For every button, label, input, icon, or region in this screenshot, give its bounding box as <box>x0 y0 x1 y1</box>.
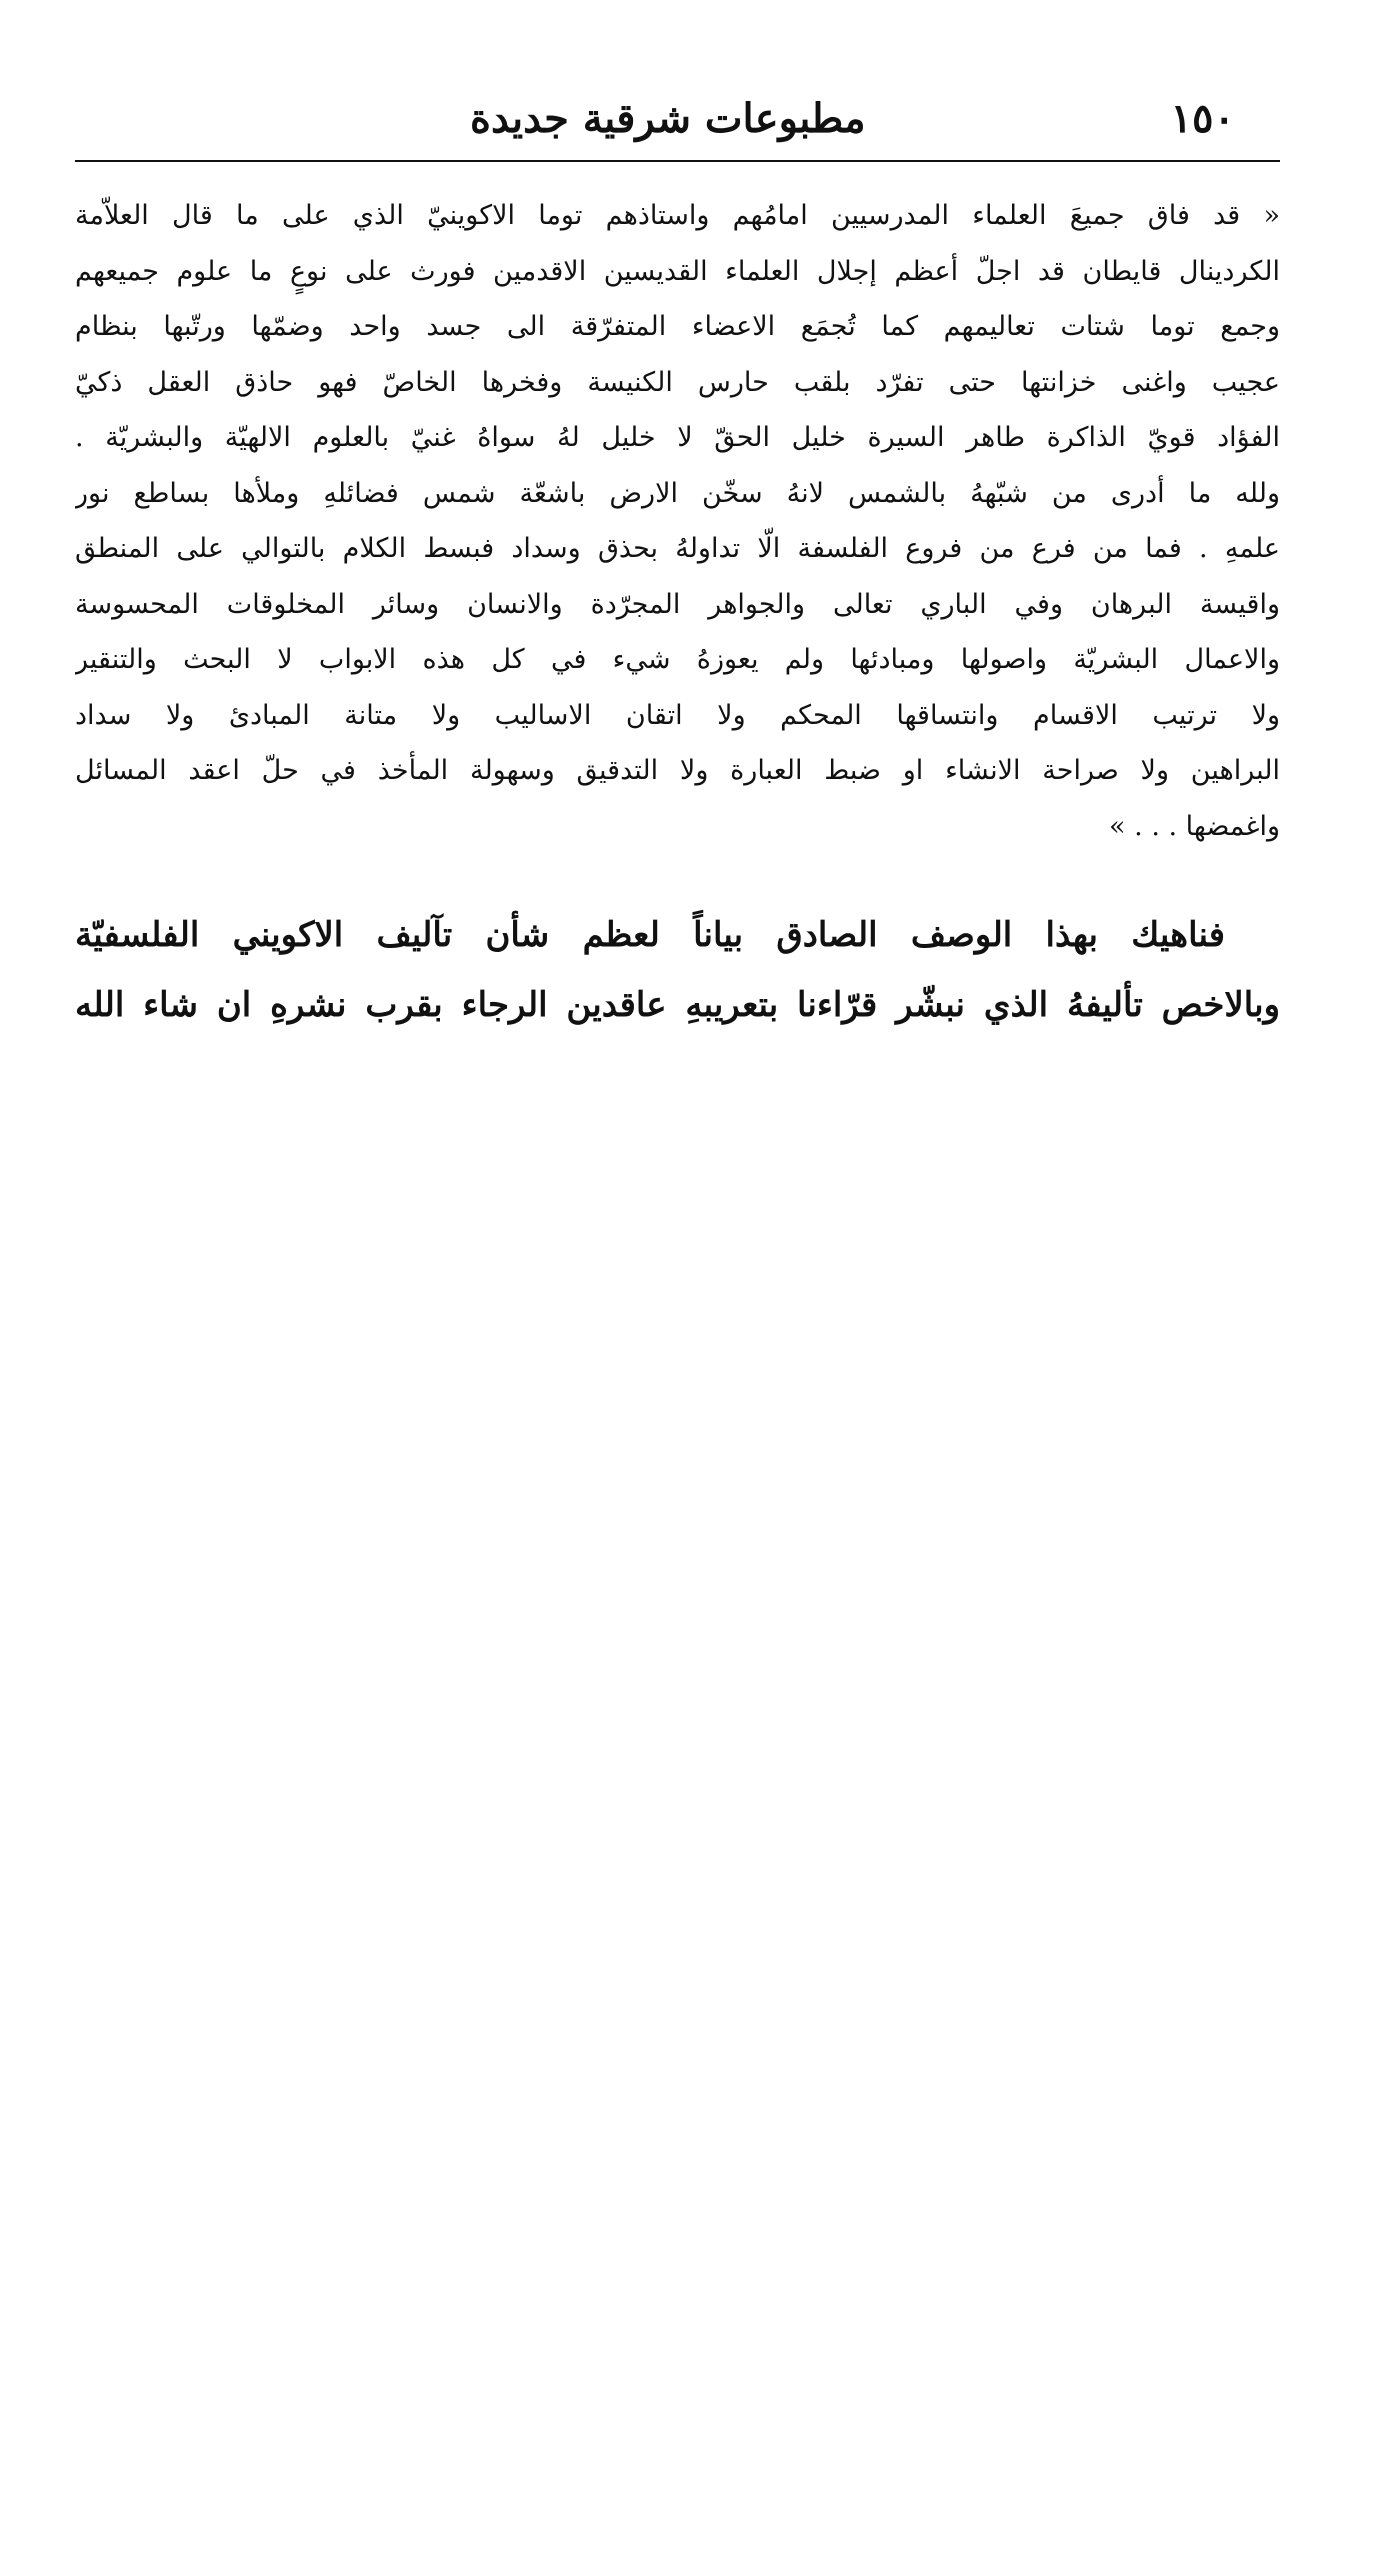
quote-line: واغمضها . . . » <box>1109 810 1280 842</box>
quote-line: الكردينال قايطان قد اجلّ أعظم إجلال العلماء القديسين الاقدمين فورث على نوعٍ ما علوم جميعهم <box>75 255 1280 287</box>
quote-line: واقيسة البرهان وفي الباري تعالى والجواهر المجرّدة والانسان وسائر المخلوقات المحسوسة <box>75 588 1280 620</box>
quote-line: علمهِ . فما من فرع من فروع الفلسفة الّا تداولهُ بحذق وسداد فبسط الكلام بالتوالي على المنطق <box>75 533 1280 564</box>
quote-line: والاعمال البشريّة واصولها ومبادئها ولم يعوزهُ شيء في كل هذه الابواب لا البحث والتنقير <box>75 644 1280 675</box>
page-number: ١٥٠ <box>1170 94 1235 142</box>
quotation-paragraph <box>75 188 1280 854</box>
closing-paragraph <box>75 900 1280 1040</box>
quote-line: البراهين ولا صراحة الانشاء او ضبط العبارة ولا التدقيق وسهولة المأخذ في حلّ اعقد المسائل <box>75 755 1280 786</box>
quote-line: الفؤاد قويّ الذاكرة طاهر السيرة خليل الحقّ لا خليل لهُ سواهُ غنيّ بالعلوم الالهيّة والبشريّة . <box>75 422 1280 453</box>
closing-line: فناهيك بهذا الوصف الصادق بياناً لعظم شأن تآليف الاكويني الفلسفيّة <box>75 915 1225 955</box>
closing-line: وبالاخص تأليفهُ الذي نبشّر قرّاءنا بتعريبهِ عاقدين الرجاء بقرب نشرهِ ان شاء الله <box>75 985 1280 1025</box>
quote-line: « قد فاق جميعَ العلماء المدرسيين امامُهم واستاذهم توما الاكوينيّ الذي على ما قال العلاّمة <box>75 200 1280 231</box>
running-title: مطبوعات شرقية جديدة <box>470 94 866 142</box>
page-header <box>75 78 1280 158</box>
quote-line: ولا ترتيب الاقسام وانتساقها المحكم ولا اتقان الاساليب ولا متانة المبادئ ولا سداد <box>75 699 1280 731</box>
quote-line: وجمع توما شتات تعاليمهم كما تُجمَع الاعضاء المتفرّقة الى جسد واحد وضمّها ورتّبها بنظام <box>75 311 1280 342</box>
quote-line: ولله ما أدرى من شبّههُ بالشمس لانهُ سخّن الارض باشعّة شمس فضائلهِ وملأها بساطع نور <box>75 477 1280 509</box>
header-rule <box>75 160 1280 162</box>
quote-line: عجيب واغنى خزانتها حتى تفرّد بلقب حارس الكنيسة وفخرها الخاصّ فهو حاذق العقل ذكيّ <box>75 366 1280 398</box>
